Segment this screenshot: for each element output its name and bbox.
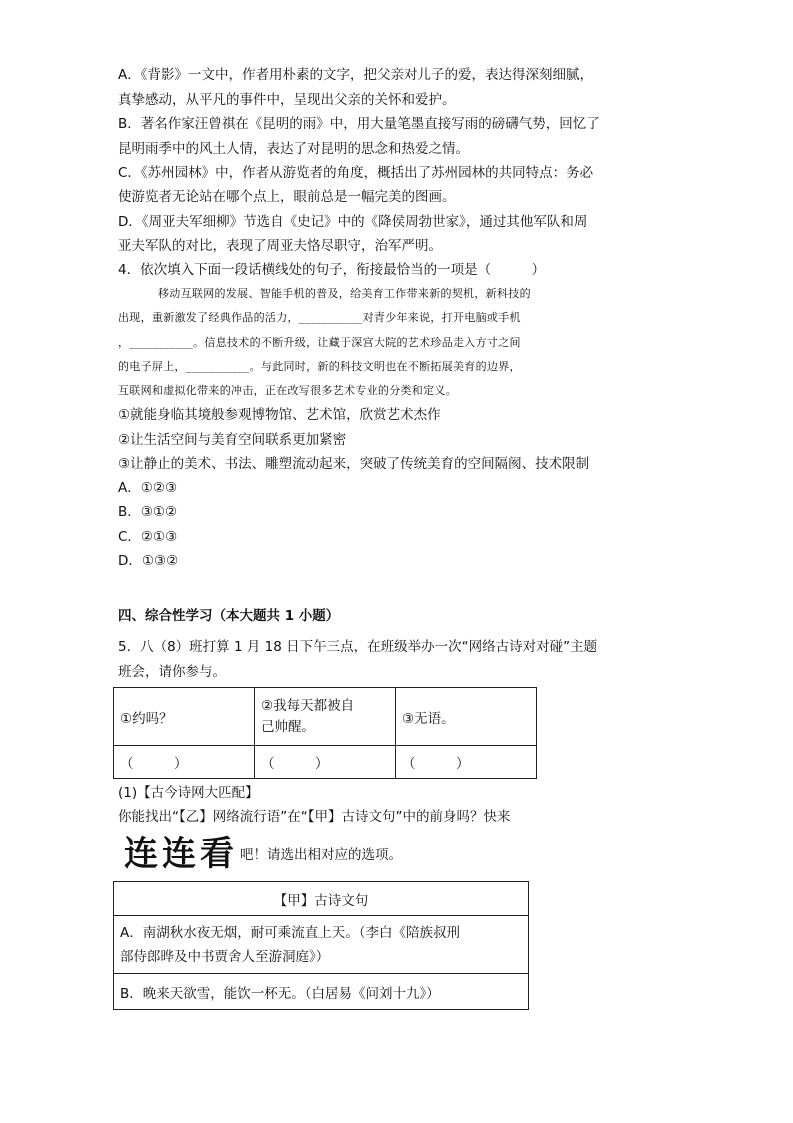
q4-sentence-2: ②让生活空间与美育空间联系更加紧密 — [118, 432, 347, 448]
slang-2-line1: ②我每天都被自 — [261, 697, 355, 714]
q4-passage-line5: 互联网和虚拟化带来的冲击，正在改写很多艺术专业的分类和定义。 — [118, 384, 457, 397]
answer-cell-1 — [114, 746, 255, 779]
q3-option-c-line2: 使游览者无论站在哪个点上，眼前总是一幅完美的图画。 — [118, 189, 456, 205]
q4-passage-line2: 出现，重新激发了经典作品的活力，___________对青少年来说，打开电脑或手机 — [118, 311, 521, 324]
classical-table — [113, 881, 529, 1010]
q4-stem: 4．依次填入下面一段话横线处的句子，衔接最恰当的一项是（ ） — [118, 262, 546, 278]
lianliankan-word: 连连看 — [124, 834, 238, 874]
section-heading: 四、综合性学习（本大题共 1 小题） — [118, 608, 340, 624]
q3-option-d-line1: D．《周亚夫军细柳》节选自《史记》中的《降侯周勃世家》，通过其他军队和周 — [118, 214, 588, 230]
q4-choice-b: B．③①② — [118, 504, 178, 520]
q3-option-d-line2: 亚夫军队的对比，表现了周亚夫恪尽职守，治军严明。 — [118, 238, 442, 254]
q3-option-b-line1: B．著名作家汪曾祺在《昆明的雨》中，用大量笔墨直接写雨的磅礴气势，回忆了 — [118, 116, 600, 132]
q4-passage-line4: 的电子屏上，___________。与此同时，新的科技文明也在不断拓展美育的边界， — [118, 360, 521, 373]
classical-b-text: B．晚来天欲雪，能饮一杯无。（白居易《问刘十九》） — [120, 985, 440, 1002]
classical-header-text: 【甲】古诗文句 — [273, 892, 369, 909]
q4-passage-line3: ，___________。信息技术的不断升级，让藏于深宫大院的艺术珍品走入方寸之间 — [118, 336, 521, 349]
sub1-title: (1)【古今诗网大匹配】 — [118, 785, 259, 801]
slang-table — [113, 687, 537, 779]
q5-stem-line1: 5．八（8）班打算 1 月 18 日下午三点，在班级举办一次“网络古诗对对碰”主题 — [118, 639, 598, 655]
classical-a-line1: A．南湖秋水夜无烟，耐可乘流直上天。（李白《陪族叔刑 — [120, 924, 460, 941]
answer-blank-2: （ ） — [261, 756, 329, 772]
answer-cell-2 — [255, 746, 396, 779]
sub1-question: 你能找出“【乙】网络流行语”在“【甲】古诗文句”中的前身吗？快来 — [118, 809, 511, 825]
slang-2-line2: 己帅醒。 — [261, 718, 315, 735]
slang-cell-3 — [396, 688, 537, 746]
q5-stem-line2: 班会，请你参与。 — [118, 664, 226, 680]
answer-cell-3 — [396, 746, 537, 779]
q4-sentence-3: ③让静止的美术、书法、雕塑流动起来，突破了传统美育的空间隔阂、技术限制 — [118, 456, 590, 472]
slang-cell-2 — [255, 688, 396, 746]
classical-header — [114, 882, 529, 916]
slang-1-text: ①约吗？ — [120, 710, 173, 727]
classical-row-a — [114, 916, 529, 974]
q4-sentence-1: ①就能身临其境般参观博物馆、艺术馆，欣赏艺术杰作 — [118, 407, 441, 423]
q3-option-a-line1: A．《背影》一文中，作者用朴素的文字，把父亲对儿子的爱，表达得深刻细腻， — [118, 67, 593, 83]
q4-choice-c: C．②①③ — [118, 529, 178, 545]
q4-choice-a: A．①②③ — [118, 480, 178, 496]
q3-option-b-line2: 昆明雨季中的风土人情，表达了对昆明的思念和热爱之情。 — [118, 141, 469, 157]
q3-option-a-line2: 真挚感动，从平凡的事件中，呈现出父亲的关怀和爱护。 — [118, 92, 456, 108]
q4-choice-d: D．①③② — [118, 553, 179, 569]
classical-row-b — [114, 974, 529, 1010]
classical-a-line2: 部侍郎晔及中书贾舍人至游洞庭》） — [120, 948, 330, 965]
answer-blank-3: （ ） — [402, 756, 470, 772]
q3-option-c-line1: C．《苏州园林》中，作者从游览者的角度，概括出了苏州园林的共同特点：务必 — [118, 165, 594, 181]
slang-cell-1 — [114, 688, 255, 746]
slang-3-text: ③无语。 — [402, 710, 455, 727]
q4-passage-line1: 移动互联网的发展、智能手机的普及，给美育工作带来新的契机，新科技的 — [158, 287, 531, 300]
answer-blank-1: （ ） — [120, 756, 188, 772]
sub1-instruction: 吧！请选出相对应的选项。 — [240, 847, 402, 863]
